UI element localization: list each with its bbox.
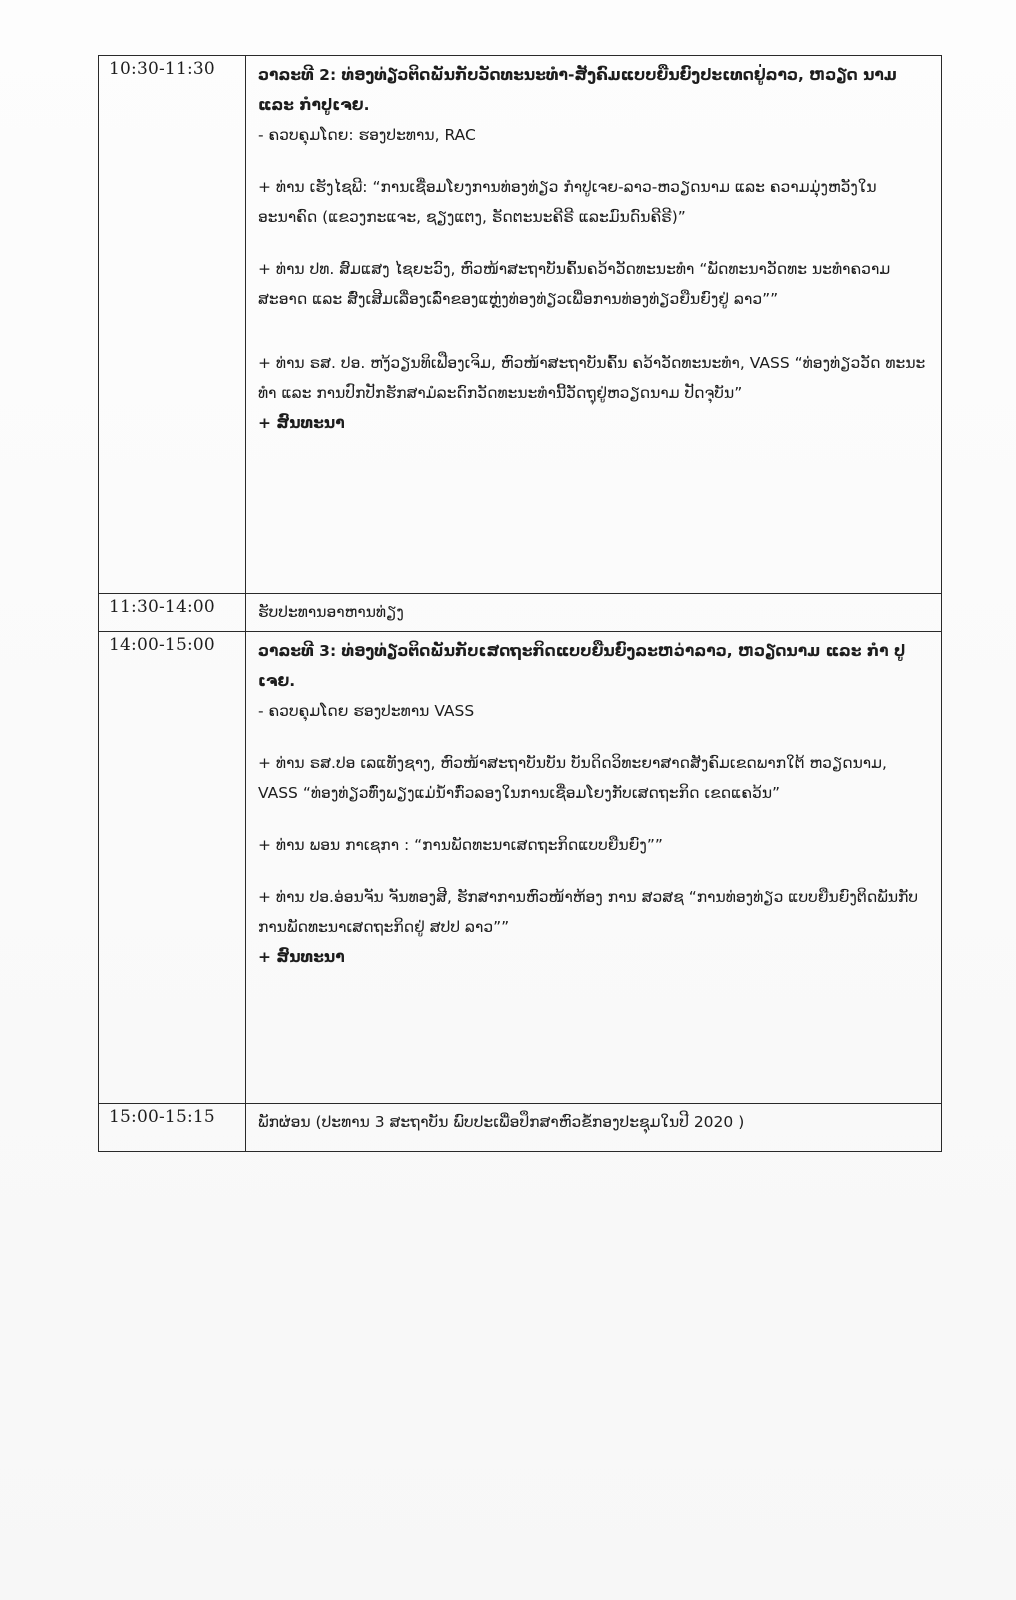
time-cell (99, 594, 246, 632)
time-slot: 10:30-11:30 (109, 59, 215, 79)
time-cell (99, 1104, 246, 1152)
time-slot: 14:00-15:00 (109, 635, 215, 655)
agenda-row (99, 632, 942, 1104)
discussion: + ສົນທະນາ (258, 948, 345, 966)
agenda-row (99, 56, 942, 594)
speaker-entry: + ທ່ານ ເຮັງໄຊພີ: “ການເຊື່ອມໂຍງການທ່ອງທ່ຽວ ກຳປູເຈຍ-ລາວ-ຫວຽດນາມ ແລະ ຄວາມມຸ່ງຫວັງໃນອະນາຄົດ (ແຂວງກະແຈະ, ຊຽງແຕງ, ຣັດຕະນະຄີຣີ ແລະມົນດົນຄີຣີ)” (258, 178, 877, 226)
agenda-table (98, 55, 942, 1152)
time-cell (99, 632, 246, 1104)
moderator: - ຄວບຄຸມໂດຍ: ຮອງປະທານ, RAC (258, 126, 476, 144)
coffee-break: ພັກຜ່ອນ (ປະທານ 3 ສະຖາບັນ ພົບປະເພື່ອປຶກສາຫົວຂໍ້ກອງປະຊຸມໃນປີ 2020 ) (258, 1113, 745, 1131)
session-title: ວາລະທີ 2: ທ່ອງທ່ຽວຕິດພັນກັບວັດທະນະທຳ-ສັງຄົມແບບຍືນຍົງປະເທດຢູ່ລາວ, ຫວຽດ ນາມ ແລະ ກຳປູເຈຍ. (258, 66, 897, 114)
speaker-entry: + ທ່ານ ປທ. ສົມແສງ ໄຊຍະວົງ, ຫົວໜ້າສະຖາບັນຄົ້ນຄວ້າວັດທະນະທຳ “ພັດທະນາວັດທະ ນະທຳຄວາມສະອາດ ແລະ ສົ່ງເສີມເລື່ອງເລົ່າຂອງແຫຼ່ງທ່ອງທ່ຽວເພື່ອການທ່ອງທ່ຽວຍືນຍົງຢູ່ ລາວ”” (258, 260, 891, 308)
speaker-entry: + ທ່ານ ຣສ. ປອ. ຫງ້ວຽນທິເຟືອງເຈິມ, ຫົວໜ້າສະຖາບັນຄົ້ນ ຄວ້າວັດທະນະທຳ, VASS “ທ່ອງທ່ຽວວັດ ທະນະທຳ ແລະ ການປົກປັກຮັກສາມໍລະດົກວັດທະນະທຳນີ້ວັດຖຸຢູ່ຫວຽດນາມ ປັດຈຸບັນ” (258, 354, 926, 402)
speaker-entry: + ທ່ານ ປອ.ອ່ອນຈັນ ຈັນທອງສີ, ຮັກສາການຫົວໜ້າຫ້ອງ ການ ສວສຊ “ການທ່ອງທ່ຽວ ແບບຍືນຍົງຕິດພັນກັບການພັດທະນາເສດຖະກິດຢູ່ ສປປ ລາວ”” (258, 888, 919, 936)
time-slot: 15:00-15:15 (109, 1107, 215, 1127)
time-cell (99, 56, 246, 594)
speaker-entry: + ທ່ານ ພອນ ກາເຊກາ : “ການພັດທະນາເສດຖະກິດແບບຍືນຍົງ”” (258, 836, 663, 854)
description-cell (246, 594, 942, 632)
discussion: + ສົນທະນາ (258, 414, 345, 432)
lunch-break: ຮັບປະທານອາຫານທ່ຽງ (258, 603, 404, 621)
moderator: - ຄວບຄຸມໂດຍ ຮອງປະທານ VASS (258, 702, 475, 720)
agenda-row (99, 1104, 942, 1152)
description-cell (246, 1104, 942, 1152)
agenda-row (99, 594, 942, 632)
time-slot: 11:30-14:00 (109, 597, 215, 617)
session-title: ວາລະທີ 3: ທ່ອງທ່ຽວຕິດພັນກັບເສດຖະກິດແບບຍືນຍົງລະຫວ່າລາວ, ຫວຽດນາມ ແລະ ກຳ ປູເຈຍ. (258, 642, 906, 690)
speaker-entry: + ທ່ານ ຣສ.ປອ ເລແທັງຊາງ, ຫົວໜ້າສະຖາບັນບັນ ບັນດິດວິທະຍາສາດສັງຄົມເຂດພາກໃຕ້ ຫວຽດນາມ, VASS “ທ່ອງທ່ຽວທົ່ງພຽງແມ່ນ້ຳກົ່ວລອງໃນການເຊື່ອມໂຍງກັບເສດຖະກິດ ເຂດແຄວ້ນ” (258, 754, 887, 802)
description-cell (246, 56, 942, 594)
description-cell (246, 632, 942, 1104)
